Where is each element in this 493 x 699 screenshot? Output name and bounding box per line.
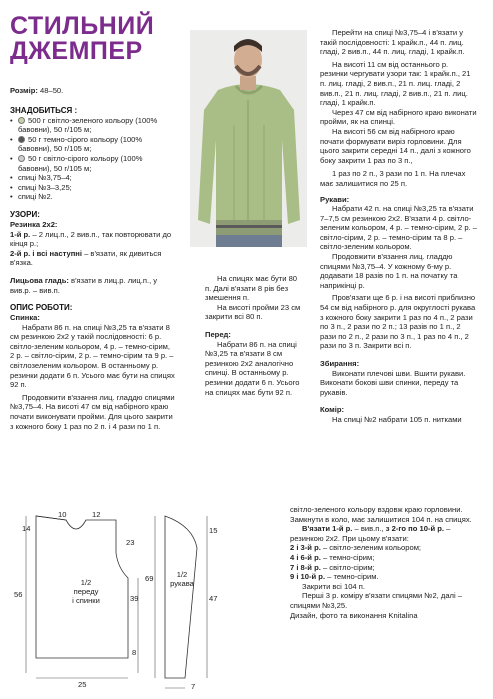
body-label-3: і спинки	[72, 596, 100, 605]
collar-paragraph-2: світло-зеленого кольору вздовж краю горловини. Замкнути в коло, має залишитися 104 п. на спицях.	[290, 505, 472, 524]
dim-cap: 15	[209, 526, 218, 535]
collar-paragraph-4: Перші 3 р. коміру в'язати спицями №2, далі – спицями №3,25.	[290, 591, 462, 610]
middle-column	[205, 274, 305, 397]
collar-row	[290, 553, 478, 563]
size-label: Розмір:	[10, 86, 38, 95]
yarn-color-swatch	[18, 155, 25, 162]
left-column	[10, 86, 175, 431]
collar-row-text: – темно-сірим.	[325, 572, 379, 582]
collar-row-1-text-a: – вив.п.,	[352, 524, 386, 534]
back-paragraph-2: Продовжити в'язання лиц. гладдю спицями №3,75–4. На висоті 47 см від набірного краю почати виконувати пройми. Для цього закрити з кожного боку 1 раз по 2 п. і 4 рази по 1 п.	[10, 392, 175, 431]
collar-row	[290, 543, 478, 553]
credits: Дизайн, фото та виконання Knitalina	[290, 610, 418, 620]
material-text: спиці №3,75–4;	[18, 173, 72, 183]
dim-top-left: 14	[22, 524, 31, 533]
middle-paragraph-1: На спицях має бути 80 п. Далі в'язати 8 рів без змешення п.	[205, 274, 298, 303]
sleeves-paragraph-2: Продовжити в'язання лиц. гладдю спицями №3,75–4. У кожному 6-му р. додавати 18 разів по 1 п. на початку та наприкінці р.	[320, 252, 458, 290]
rib-row-1-text: – 2 лиц.п., 2 вив.п., так повторювати до кінця р.;	[10, 229, 172, 249]
collar-row-label: 2 і 3-й р.	[290, 543, 321, 553]
material-item	[10, 116, 175, 135]
sleeves-paragraph-1: Набрати 42 п. на спиці №3,25 та в'язати 7–7,5 см резинкою 2х2. В'язати 4 р. світло-зеленим кольором, 4 р. – темно-сірим, 2 р. – світло-сірим, 2 р. – темно-сірим та 8 р. – світло-зеленим кольором.	[320, 204, 478, 252]
right-column	[320, 28, 478, 425]
collar-row-text: – світло-сірим;	[320, 562, 375, 572]
dim-armhole: 23	[126, 538, 135, 547]
dim-length: 47	[209, 594, 218, 603]
collar-row-1-label-2: з 2-го по 10-й р.	[385, 524, 445, 534]
right-paragraph-3: Через 47 см від набірного краю виконати пройми, як на спинці.	[320, 107, 477, 127]
work-heading: ОПИС РОБОТИ:	[10, 303, 73, 313]
collar-row	[290, 572, 478, 582]
dim-rib: 8	[132, 648, 137, 657]
collar-row-label: 4 і 6-й р.	[290, 552, 321, 562]
material-text: спиці №2.	[18, 192, 53, 202]
patterns-heading: УЗОРИ:	[10, 209, 40, 219]
material-item	[10, 183, 175, 193]
material-item	[10, 154, 175, 173]
sleeve-label	[165, 570, 199, 588]
stockinette-label: Лицьова гладь:	[10, 275, 69, 285]
body-schematic	[8, 508, 153, 696]
rib-row-2-text: – в'язати, як дивиться в'язка.	[10, 248, 162, 268]
collar-row-1-text-b: – резинкою 2х2. При цьому в'язати:	[290, 524, 451, 543]
back-heading: Спинка:	[10, 313, 40, 323]
material-item	[10, 135, 175, 154]
model-illustration	[190, 30, 307, 247]
rib-row-1-label: 1-й р.	[10, 229, 31, 239]
rib-row-2-label: 2-й р. і всі наступні	[10, 248, 82, 258]
materials-heading: ЗНАДОБИТЬСЯ :	[10, 105, 78, 115]
assembly-paragraph-1: Виконати плечові шви. Вшити рукави. Виконати бокові шви спинки, переду та рукавів.	[320, 368, 466, 397]
size-line	[10, 86, 175, 96]
dim-total: 56	[14, 590, 23, 599]
yarn-color-swatch	[18, 136, 25, 143]
size-value: 48–50.	[40, 86, 64, 95]
back-paragraph-1: Набрати 86 п. на спиці №3,25 та в'язати 8 см резинкою 2х2 у такій послідовності: 6 р. світло-зеленим кольором, 4 р. – темно-сірим, 2 р. – світло-сірим, 2 р. – темно-сірим та 9 р. – світлозеленим кольором. В останньому р. резинки додати 6 п. Усього має бути на спицях 92 п.	[10, 322, 175, 390]
collar-paragraph-3: Закрити всі 104 п.	[302, 581, 365, 591]
right-paragraph-4: На висоті 56 см від набірного краю почати формувати виріз горловини. Для цього закрити середні 14 п., далі з кожного боку закрити 1 раз по 3 п.,	[320, 126, 471, 165]
stockinette	[10, 276, 175, 295]
rib-heading: Резинка 2х2:	[10, 219, 58, 229]
rib-row-1	[10, 230, 175, 249]
sweater-photo	[190, 30, 307, 247]
dim-shoulder: 10	[58, 510, 67, 519]
front-heading: Перед:	[205, 329, 231, 339]
page-title	[10, 14, 154, 64]
right-paragraph-1: Перейти на спиці №3,75–4 і в'язати у такій послідовності: 1 крайк.п., 44 п. лиц. гладі, 2 вив.п., 44 п. лиц. гладі, 1 крайк.п.	[320, 28, 465, 57]
collar-continued	[290, 505, 478, 620]
material-item	[10, 192, 175, 202]
collar-row-1	[290, 524, 478, 543]
collar-row-1-label: В'язати 1-й р.	[302, 524, 353, 534]
collar-heading: Комір:	[320, 405, 345, 415]
title-line-2: ДЖЕМПЕР	[10, 37, 143, 65]
dim-neck: 12	[92, 510, 101, 519]
sleeve-label-2: рукава	[170, 579, 194, 588]
dim-width: 25	[78, 680, 87, 689]
dim-sleeve-total: 69	[145, 574, 154, 583]
collar-rows-list	[290, 543, 478, 581]
front-paragraph-1: Набрати 86 п. на спиці №3,25 та в'язати 8 см резинкою 2х2 аналогічно спинці. В останньому р. резинки додати 6 п. Усього на спицях має бути 92 п.	[205, 339, 300, 397]
rib-row-2	[10, 249, 175, 268]
sleeves-paragraph-3: Пров'язати ще 6 р. і на висоті приблизно 54 см від набірного р. для округлості рукава з кожного боку закрити 1 раз по 4 п., 2 рази по 3 п., 2 рази по 2 п.; 13 разів по 1 п., 2 рази по 2 п., 2 рази по 3 п., 1 раз по 4 п., 2 рази по 3 п. Закрити всі п.	[320, 293, 476, 351]
material-text: 50 г темно-сірого кольору (100% бавовни), 50 г/105 м;	[18, 134, 143, 154]
material-text: спиці №3–3,25;	[18, 182, 72, 192]
collar-row-text: – темно-сірим;	[320, 552, 375, 562]
right-paragraph-2: На висоті 11 см від останнього р. резинки чергувати узори так: 1 крайк.п., 21 п. лиц. гладі, 2 вив.п., 21 п. лиц. гладі, 2 вив.п., 21 п. лиц. гладі, 2 вив.п., 21 п. лиц. гладі, 1 крайк.п.	[320, 59, 471, 108]
assembly-heading: Збирання:	[320, 359, 360, 368]
stockinette-text: в'язати в лиц.р. лиц.п., у вив.р. – вив.п.	[10, 275, 158, 295]
material-item	[10, 173, 175, 183]
sleeve-label-1: 1/2	[176, 570, 188, 579]
material-text: 50 г світло-сірого кольору (100% бавовни), 50 г/105 м;	[18, 153, 143, 173]
material-text: 500 г світло-зеленого кольору (100% бавовни), 50 г/105 м;	[18, 115, 158, 135]
right-paragraph-5: 1 раз по 2 п., 3 рази по 1 п. На плечах має залишитися по 25 п.	[320, 169, 466, 188]
body-label-1: 1/2	[80, 578, 92, 587]
materials-list	[10, 116, 175, 202]
yarn-color-swatch	[18, 117, 25, 124]
middle-paragraph-2: На висоті пройми 23 см закрити всі 80 п.	[205, 302, 301, 322]
body-label-2: переду	[73, 587, 99, 596]
body-label	[66, 578, 106, 605]
collar-row	[290, 563, 478, 573]
sleeves-heading: Рукави:	[320, 194, 350, 204]
collar-paragraph-1: На спиці №2 набрати 105 п. нитками	[332, 414, 462, 424]
dim-cuff: 7	[191, 682, 196, 691]
collar-row-text: – світло-зеленим кольором;	[320, 543, 422, 553]
dim-side: 39	[130, 594, 139, 603]
sleeve-schematic	[145, 508, 225, 696]
collar-row-label: 7 і 8-й р.	[290, 562, 321, 572]
collar-row-label: 9 і 10-й р.	[290, 572, 326, 582]
title-line-1: СТИЛЬНИЙ	[10, 12, 155, 40]
